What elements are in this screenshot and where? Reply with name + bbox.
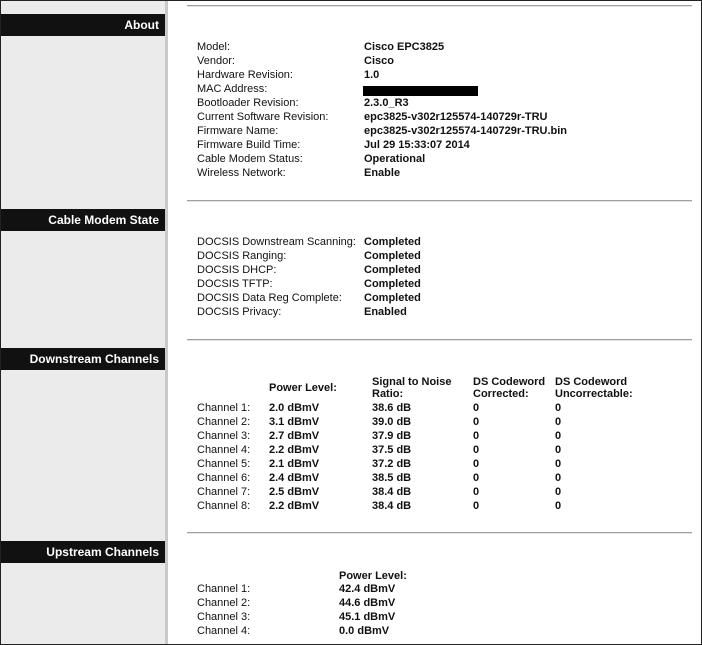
downstream-channel-label: Channel 1: bbox=[197, 402, 251, 414]
upstream-channel-label: Channel 2: bbox=[197, 597, 251, 609]
downstream-uncorrectable: 0 bbox=[555, 458, 562, 470]
upstream-channel-label: Channel 4: bbox=[197, 625, 251, 637]
about-label: Hardware Revision: bbox=[197, 69, 293, 81]
divider-about-end bbox=[187, 200, 692, 202]
downstream-snr: 39.0 dB bbox=[372, 416, 412, 428]
header-upstream-power-level: Power Level: bbox=[339, 570, 407, 582]
about-value: Jul 29 15:33:07 2014 bbox=[364, 139, 470, 151]
about-value: 1.0 bbox=[364, 69, 380, 81]
downstream-corrected: 0 bbox=[473, 444, 480, 456]
state-label: DOCSIS Privacy: bbox=[197, 306, 282, 318]
downstream-channel-label: Channel 3: bbox=[197, 430, 251, 442]
downstream-channel-label: Channel 4: bbox=[197, 444, 251, 456]
downstream-power: 3.1 dBmV bbox=[269, 416, 320, 428]
downstream-power: 2.2 dBmV bbox=[269, 500, 320, 512]
about-value: Enable bbox=[364, 167, 401, 179]
downstream-uncorrectable: 0 bbox=[555, 472, 562, 484]
header-ds-uncorrectable: DS Codeword Uncorrectable: bbox=[555, 376, 633, 400]
upstream-channel-label: Channel 3: bbox=[197, 611, 251, 623]
downstream-uncorrectable: 0 bbox=[555, 430, 562, 442]
state-value: Completed bbox=[364, 264, 421, 276]
state-label: DOCSIS DHCP: bbox=[197, 264, 277, 276]
about-label: Cable Modem Status: bbox=[197, 153, 303, 165]
about-value: epc3825-v302r125574-140729r-TRU bbox=[364, 111, 548, 123]
section-title-downstream-channels: Downstream Channels bbox=[1, 348, 165, 370]
about-label: MAC Address: bbox=[197, 83, 268, 95]
about-value: Cisco bbox=[364, 55, 394, 67]
about-value: Cisco EPC3825 bbox=[364, 41, 445, 53]
downstream-snr: 38.6 dB bbox=[372, 402, 412, 414]
downstream-channel-label: Channel 5: bbox=[197, 458, 251, 470]
state-value: Completed bbox=[364, 250, 421, 262]
about-label: Wireless Network: bbox=[197, 167, 286, 179]
upstream-power: 0.0 dBmV bbox=[339, 625, 390, 637]
downstream-power: 2.2 dBmV bbox=[269, 444, 320, 456]
state-label: DOCSIS TFTP: bbox=[197, 278, 273, 290]
upstream-power: 44.6 dBmV bbox=[339, 597, 396, 609]
downstream-snr: 38.4 dB bbox=[372, 486, 412, 498]
about-value: Operational bbox=[364, 153, 426, 165]
downstream-corrected: 0 bbox=[473, 500, 480, 512]
downstream-power: 2.1 dBmV bbox=[269, 458, 320, 470]
downstream-uncorrectable: 0 bbox=[555, 402, 562, 414]
section-title-cable-modem-state: Cable Modem State bbox=[1, 209, 165, 231]
about-label: Model: bbox=[197, 41, 231, 53]
state-label: DOCSIS Downstream Scanning: bbox=[197, 236, 356, 248]
downstream-power: 2.7 dBmV bbox=[269, 430, 320, 442]
about-value: 2.3.0_R3 bbox=[364, 97, 409, 109]
state-value: Enabled bbox=[364, 306, 407, 318]
downstream-corrected: 0 bbox=[473, 458, 480, 470]
downstream-channel-label: Channel 2: bbox=[197, 416, 251, 428]
header-power-level: Power Level: bbox=[269, 382, 337, 394]
downstream-snr: 37.5 dB bbox=[372, 444, 412, 456]
upstream-channel-label: Channel 1: bbox=[197, 583, 251, 595]
downstream-power: 2.0 dBmV bbox=[269, 402, 320, 414]
downstream-snr: 37.2 dB bbox=[372, 458, 412, 470]
state-label: DOCSIS Data Reg Complete: bbox=[197, 292, 342, 304]
downstream-corrected: 0 bbox=[473, 430, 480, 442]
upstream-power: 45.1 dBmV bbox=[339, 611, 396, 623]
about-value: epc3825-v302r125574-140729r-TRU.bin bbox=[364, 125, 568, 137]
state-value: Completed bbox=[364, 292, 421, 304]
downstream-corrected: 0 bbox=[473, 472, 480, 484]
divider-downstream-end bbox=[187, 532, 692, 534]
about-label: Firmware Name: bbox=[197, 125, 279, 137]
downstream-uncorrectable: 0 bbox=[555, 444, 562, 456]
state-value: Completed bbox=[364, 278, 421, 290]
about-label: Firmware Build Time: bbox=[197, 139, 301, 151]
downstream-uncorrectable: 0 bbox=[555, 500, 562, 512]
header-ds-corrected: DS Codeword Corrected: bbox=[473, 376, 546, 400]
divider-top bbox=[187, 5, 692, 7]
downstream-power: 2.4 dBmV bbox=[269, 472, 320, 484]
downstream-power: 2.5 dBmV bbox=[269, 486, 320, 498]
downstream-snr: 38.4 dB bbox=[372, 500, 412, 512]
downstream-corrected: 0 bbox=[473, 416, 480, 428]
divider-state-end bbox=[187, 339, 692, 341]
about-label: Vendor: bbox=[197, 55, 235, 67]
section-title-about: About bbox=[1, 14, 165, 36]
about-label: Bootloader Revision: bbox=[197, 97, 299, 109]
downstream-uncorrectable: 0 bbox=[555, 486, 562, 498]
downstream-uncorrectable: 0 bbox=[555, 416, 562, 428]
state-value: Completed bbox=[364, 236, 421, 248]
upstream-power: 42.4 dBmV bbox=[339, 583, 396, 595]
downstream-snr: 37.9 dB bbox=[372, 430, 412, 442]
downstream-corrected: 0 bbox=[473, 402, 480, 414]
mac-address-redaction bbox=[363, 86, 478, 96]
downstream-snr: 38.5 dB bbox=[372, 472, 412, 484]
about-label: Current Software Revision: bbox=[197, 111, 329, 123]
header-snr: Signal to Noise Ratio: bbox=[372, 376, 452, 400]
downstream-corrected: 0 bbox=[473, 486, 480, 498]
downstream-channel-label: Channel 8: bbox=[197, 500, 251, 512]
section-title-upstream-channels: Upstream Channels bbox=[1, 541, 165, 563]
state-label: DOCSIS Ranging: bbox=[197, 250, 287, 262]
downstream-channel-label: Channel 6: bbox=[197, 472, 251, 484]
downstream-channel-label: Channel 7: bbox=[197, 486, 251, 498]
